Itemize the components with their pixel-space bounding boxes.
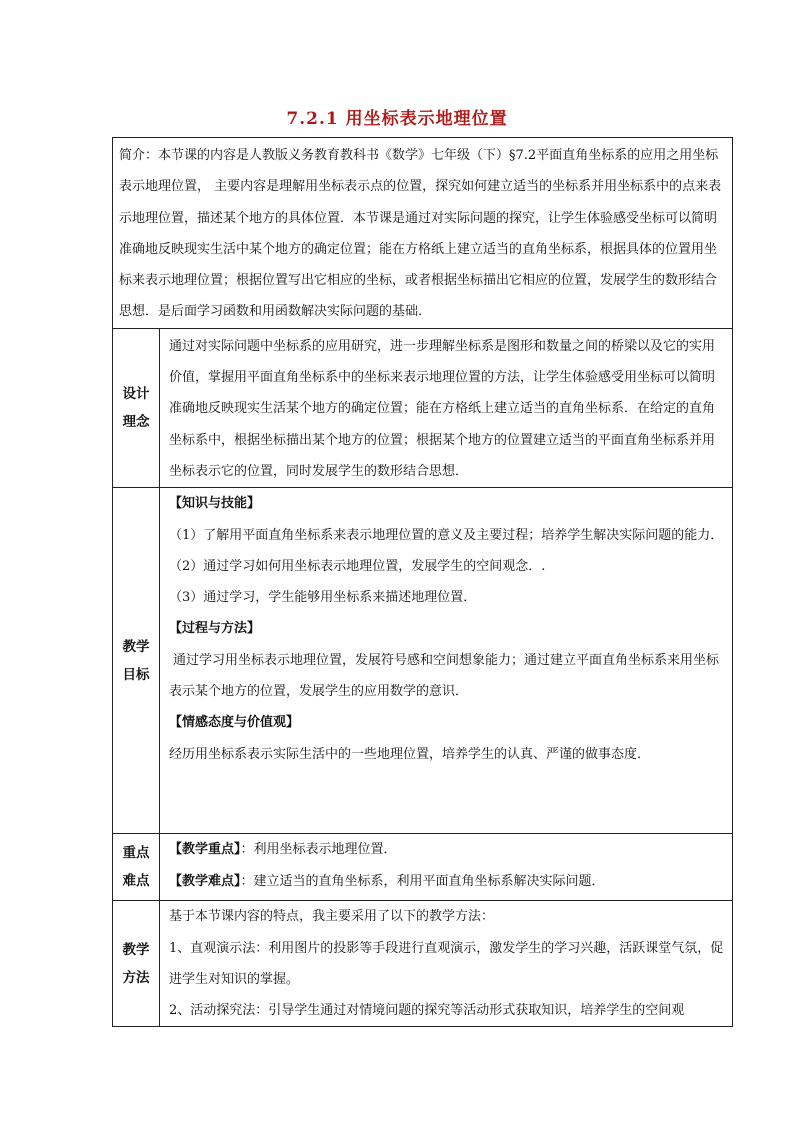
methods-cell xyxy=(160,901,733,1027)
process-heading: 【过程与方法】 xyxy=(169,621,261,637)
keypoints-row xyxy=(113,834,733,901)
goal-item-3: （3）通过学习，学生能够用坐标系来描述地理位置． xyxy=(169,590,477,606)
intro-text: 本节课的内容是人教版义务教育教科书《数学》七年级（下）§7.2平面直角坐标系的应用之用坐标表示地理位置， 主要内容是理解用坐标表示点的位置，探究如何建立适当的坐标系并用坐标系中的点来表示地理位置，描述某个地方的具体位置．本节课是通过对实际问题的探究，让学生体验感受坐标可以简明准确地反映现实生活中某个地方的确定位置；能在方格纸上建立适当的直角坐标系，根据具体的位置用坐标来表示地理位置；根据位置写出它相应的坐标，或者根据坐标描出它相应的位置，发展学生的数形结合思想．是后面学习函数和用函数解决实际问题的基础． xyxy=(119,148,722,320)
goals-row xyxy=(113,488,733,834)
attitude-text: 经历用坐标系表示实际生活中的一些地理位置，培养学生的认真、严谨的做事态度． xyxy=(169,746,651,762)
goals-label: 教学 目标 xyxy=(113,488,160,834)
design-row xyxy=(113,328,733,487)
document-title: 7.2.1 用坐标表示地理位置 xyxy=(286,109,508,129)
knowledge-heading: 【知识与技能】 xyxy=(169,496,261,512)
keypoints-cell xyxy=(160,834,733,901)
method-2: 2、活动探究法：引导学生通过对情境问题的探究等活动形式获取知识，培养学生的空间观 xyxy=(169,1003,685,1019)
goal-item-1: （1）了解用平面直角坐标系来表示地理位置的意义及主要过程；培养学生解决实际问题的能力． xyxy=(169,527,724,543)
keypoints-label: 重点 难点 xyxy=(113,834,160,901)
intro-row xyxy=(113,138,733,329)
difficulty-label: 【教学难点】 xyxy=(169,873,241,889)
methods-label: 教学 方法 xyxy=(113,901,160,1027)
goal-item-2: （2）通过学习如何用坐标表示地理位置，发展学生的空间观念．. xyxy=(169,558,546,574)
key-point-label: 【教学重点】 xyxy=(169,842,241,858)
method-1: 1、直观演示法：利用图片的投影等手段进行直观演示，激发学生的学习兴趣，活跃课堂气氛，促进学生对知识的掌握。 xyxy=(169,940,724,987)
intro-cell xyxy=(113,138,733,329)
process-text: 通过学习用坐标表示地理位置，发展符号感和空间想象能力；通过建立平面直角坐标系来用坐标表示某个地方的位置，发展学生的应用数学的意识． xyxy=(169,652,720,700)
design-cell xyxy=(160,328,733,487)
key-point-text: ：利用坐标表示地理位置． xyxy=(240,842,397,858)
goals-cell xyxy=(160,488,733,834)
design-text: 通过对实际问题中坐标系的应用研究，进一步理解坐标系是图形和数量之间的桥梁以及它的实用价值，掌握用平面直角坐标系中的坐标来表示地理位置的方法，让学生体验感受用坐标可以简明准确地反映现实生活某个地方的确定位置；能在方格纸上建立适当的直角坐标系．在给定的直角坐标系中，根据坐标描出某个地方的位置；根据某个地方的位置建立适当的平面直角坐标系并用坐标表示它的位置，同时发展学生的数形结合思想． xyxy=(169,338,716,479)
intro-label: 简介： xyxy=(119,148,159,163)
methods-intro: 基于本节课内容的特点，我主要采用了以下的教学方法： xyxy=(169,909,495,925)
design-label: 设计 理念 xyxy=(113,328,160,487)
methods-row xyxy=(113,901,733,1027)
difficulty-text: ：建立适当的直角坐标系，利用平面直角坐标系解决实际问题． xyxy=(240,873,605,889)
attitude-heading: 【情感态度与价值观】 xyxy=(169,715,300,731)
lesson-plan-table xyxy=(112,137,733,1027)
